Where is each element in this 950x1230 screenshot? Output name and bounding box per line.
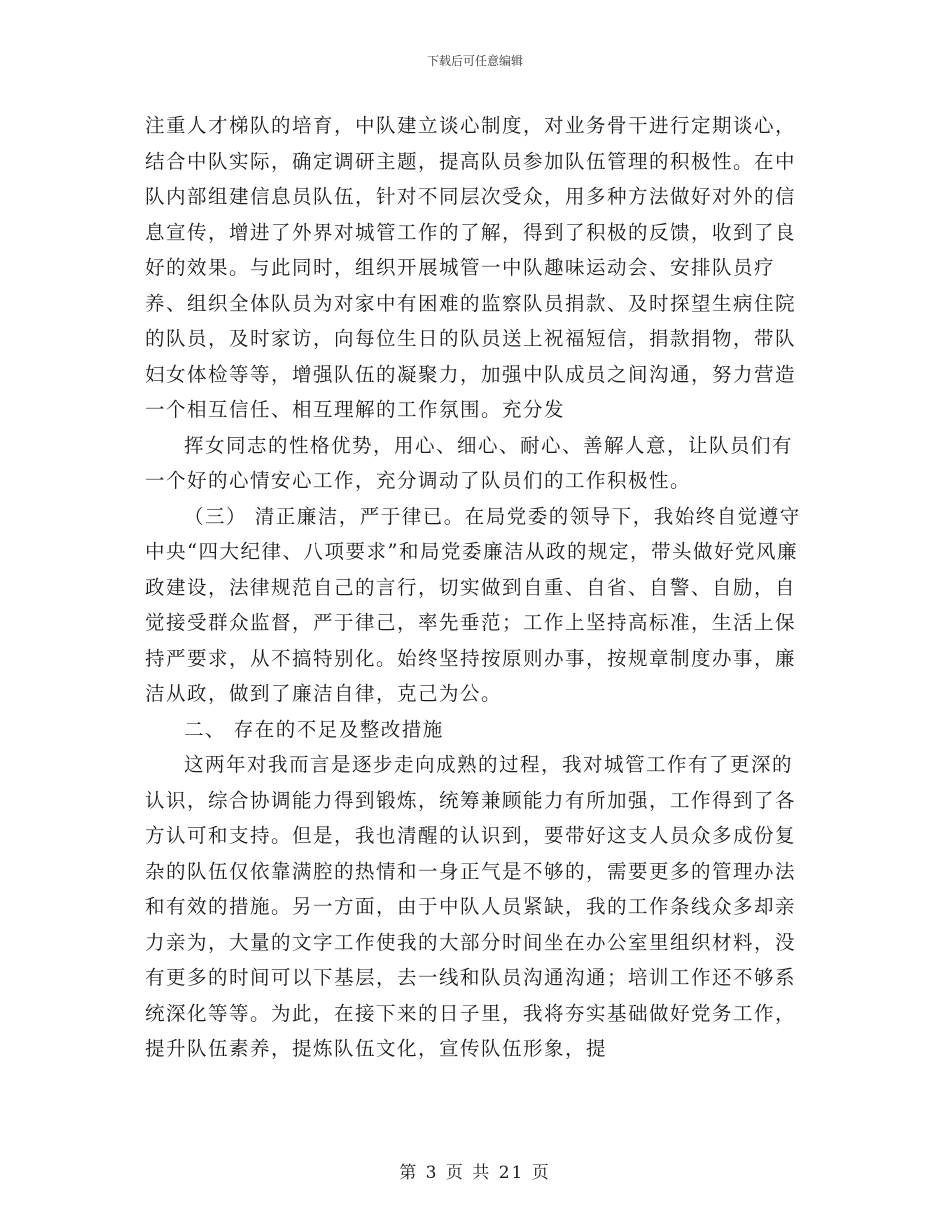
section-heading: 二、 存在的不足及整改措施 bbox=[184, 717, 444, 741]
paragraph: 注重人才梯队的培育，中队建立谈心制度，对业务骨干进行定期谈心，结合中队实际，确定调研主题，提高队员参加队伍管理的积极性。在中队内部组建信息员队伍，针对不同层次受众，用多种方法做好对外的信息宣传，增进了外界对城管工作的了解，得到了积极的反馈，收到了良好的效果。与此同时，组织开展城管一中队趣味运动会、安排队员疗养、组织全体队员为对家中有困难的监察队员捐款、及时探望生病住院的队员，及时家访，向每位生日的队员送上祝福短信，捐款捐物，带队妇女体检等等，增强队伍的凝聚力，加强中队成员之间沟通，努力营造一个相互信任、相互理解的工作氛围。充分发 bbox=[145, 114, 797, 421]
paragraph: 这两年对我而言是逐步走向成熟的过程，我对城管工作有了更深的认识，综合协调能力得到锻炼，统筹兼顾能力有所加强，工作得到了各方认可和支持。但是，我也清醒的认识到，要带好这支人员众多成份复杂的队伍仅依靠满腔的热情和一身正气是不够的，需要更多的管理办法和有效的措施。另一方面，由于中队人员紧缺，我的工作条线众多却亲力亲为，大量的文字工作使我的大部分时间坐在办公室里组织材料，没有更多的时间可以下基层，去一线和队员沟通沟通；培训工作还不够系统深化等等。为此，在接下来的日子里，我将夯实基础做好党务工作，提升队伍素养，提炼队伍文化，宣传队伍形象，提 bbox=[145, 753, 797, 1060]
page-number: 第 3 页 共 21 页 bbox=[399, 1163, 551, 1183]
paragraph: （三） 清正廉洁，严于律已。在局党委的领导下，我始终自觉遵守中央“四大纪律、八项要求”和局党委廉洁从政的规定，带头做好党风廉政建设，法律规范自己的言行，切实做到自重、自省、自警、自励，自觉接受群众监督，严于律己，率先垂范；工作上坚持高标准，生活上保持严要求，从不搞特别化。始终坚持按原则办事，按规章制度办事，廉洁从政，做到了廉洁自律，克己为公。 bbox=[145, 504, 801, 705]
document-body bbox=[145, 108, 805, 1067]
paragraph: 挥女同志的性格优势，用心、细心、耐心、善解人意，让队员们有一个好的心情安心工作，充分调动了队员们的工作积极性。 bbox=[145, 433, 794, 492]
page-header: 下载后可任意编辑 bbox=[426, 54, 523, 68]
